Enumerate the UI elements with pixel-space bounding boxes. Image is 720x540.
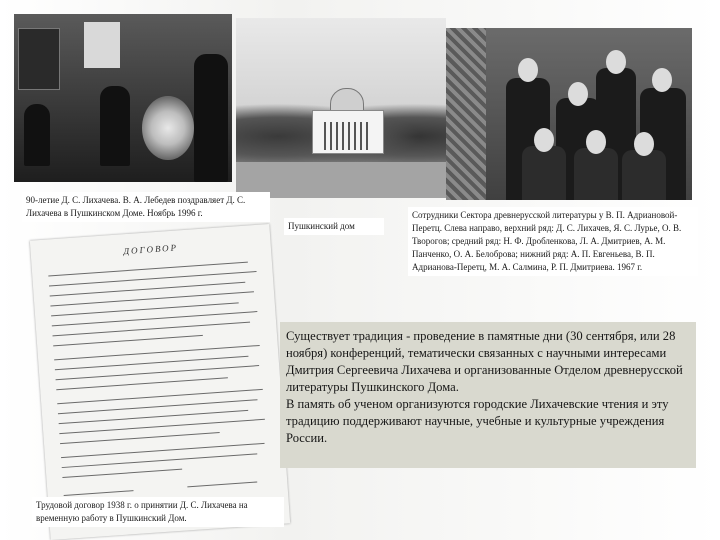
text-line <box>53 335 203 346</box>
person-head <box>606 50 626 74</box>
building-caption: Пушкинский дом <box>284 218 384 235</box>
seated-figure <box>24 104 50 166</box>
person-head <box>652 68 672 92</box>
text-line <box>60 432 220 444</box>
person <box>522 146 566 200</box>
text-line <box>56 377 228 390</box>
person <box>574 148 618 200</box>
contract-caption: Трудовой договор 1938 г. о принятии Д. С. Лихачева на временную работу в Пушкинский Дом. <box>32 497 284 527</box>
tradition-text-box <box>280 322 696 468</box>
person-head <box>568 82 588 106</box>
person-head <box>586 130 606 154</box>
text-line <box>62 469 182 478</box>
anniversary-caption: 90-летие Д. С. Лихачева. В. А. Лебедев поздравляет Д. С. Лихачева в Пушкинском Доме. Ноябрь 1996 г. <box>22 192 270 222</box>
document-heading: ДОГОВОР <box>123 242 179 257</box>
readings-paragraph: В память об ученом организуются городские Лихачевские чтения и эту традицию поддерживают научные, учебные и культурные учреждения России. <box>286 397 669 445</box>
person-head <box>634 132 654 156</box>
wall-poster <box>84 22 120 68</box>
staff-caption: Сотрудники Сектора древнерусской литературы у В. П. Адриановой-Перетц. Слева направо, верхний ряд: Д. С. Лихачев, Я. С. Лурье, О. В. Творогов; средний ряд: Н. Ф. Дробленкова, Л. А. Дмитриев, А. М. Панченко, О. А. Белоброва; нижний ряд: А. П. Евгеньева, В. П. Адрианова-Перетц, М. А. Салмина, Р. П. Дмитриева. 1967 г. <box>408 207 698 276</box>
seated-figure <box>100 86 130 166</box>
person <box>622 150 666 200</box>
contract-document <box>30 224 290 540</box>
bookshelf <box>18 28 60 90</box>
person-head <box>518 58 538 82</box>
tradition-paragraph: Существует традиция - проведение в памятные дни (30 сентября, или 28 ноября) конференций, тематически связанных с научными интересами Дмитрия Сергеевича Лихачева и организованные Отделом древнерусской литературы Пушкинского Дома. <box>286 329 683 394</box>
person-head <box>534 128 554 152</box>
signature-line <box>64 490 134 496</box>
patterned-wall <box>446 28 486 200</box>
anniversary-photo <box>14 14 232 182</box>
standing-figure <box>194 54 228 182</box>
flower-bouquet <box>142 96 194 160</box>
staff-group-photo <box>446 28 692 200</box>
pushkin-house-photo <box>236 18 446 198</box>
signature-line <box>187 481 257 487</box>
building-columns <box>324 122 370 150</box>
